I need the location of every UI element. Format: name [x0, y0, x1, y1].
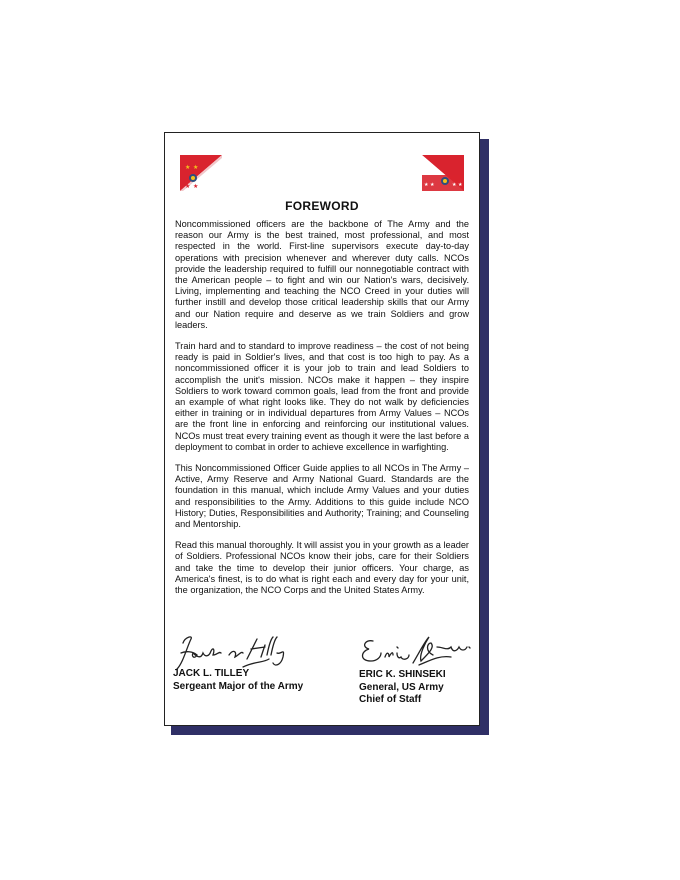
svg-text:★: ★	[185, 183, 191, 190]
signer-name: ERIC K. SHINSEKI	[359, 669, 446, 680]
signer-title-secondary: Chief of Staff	[359, 694, 422, 705]
svg-text:★: ★	[193, 164, 199, 171]
paragraph: Read this manual thoroughly. It will assist you in your growth as a leader of Soldiers. Professional NCOs know their jobs, care for their Soldiers and take the time to develop their junior officers. Your charge, as America's finest, is to do what is right each and every day for your unit, the organization, the NCO Corps and the United States Army.	[175, 540, 469, 596]
signer-title: Sergeant Major of the Army	[173, 680, 304, 692]
svg-text:★: ★	[430, 182, 435, 188]
svg-text:★: ★	[424, 182, 429, 188]
paragraph: This Noncommissioned Officer Guide applies to all NCOs in The Army – Active, Army Reserve and Army National Guard. Standards are the foundation in this manual, which include Army Values and your duties and responsibilities to the Army. Additions to this guide include NCO History; Duties, Responsibilities and Authority; Training; and Counseling and Mentorship.	[175, 463, 469, 530]
svg-text:★: ★	[193, 183, 199, 190]
page-title: FOREWORD	[285, 199, 359, 213]
handwritten-signature-tilley	[173, 633, 291, 673]
signature-block-tilley	[173, 633, 303, 693]
foreword-body	[175, 219, 469, 606]
svg-text:★: ★	[458, 182, 463, 188]
signer-name: JACK L. TILLEY	[173, 668, 250, 679]
handwritten-signature-shinseki	[359, 633, 477, 673]
svg-text:★: ★	[185, 164, 191, 171]
signer-title: General, US Army	[359, 681, 444, 693]
paragraph: Noncommissioned officers are the backbone of The Army and the reason our Army is the best trained, most professional, and most respected in the world. First-line supervisors execute day-to-day operations with precision whenever and wherever duty calls. NCOs provide the leadership required to fulfill our nonnegotiable contract with the American people – to fight and win our Nation's wars, decisively. Living, implementing and teaching the NCO Creed in your duties will further instill and develop those critical leadership skills that our Army and our Nation require and deserve as we train Soldiers and grow leaders.	[175, 219, 469, 330]
signature-block-shinseki	[359, 633, 477, 707]
foreword-card	[164, 132, 480, 726]
chief-of-staff-flag-icon	[422, 155, 464, 191]
svg-text:★: ★	[452, 182, 457, 188]
paragraph: Train hard and to standard to improve readiness – the cost of not being ready is paid in Soldier's lives, and that cost is too high to pay. As a noncommissioned officer it is your job to train and lead Soldiers to accomplish the unit's mission. NCOs make it happen – they inspire Soldiers to work toward common goals, lead from the front and provide an example of what right looks like. They do not walk by deficiencies either in training or in individual departures from Army Values – NCOs are the front line in enforcing and reinforcing our institutional values. NCOs must treat every training event as though it were the last before a deployment to combat in order to achieve excellence in warfighting.	[175, 341, 469, 452]
sergeant-major-flag-icon	[180, 155, 222, 191]
